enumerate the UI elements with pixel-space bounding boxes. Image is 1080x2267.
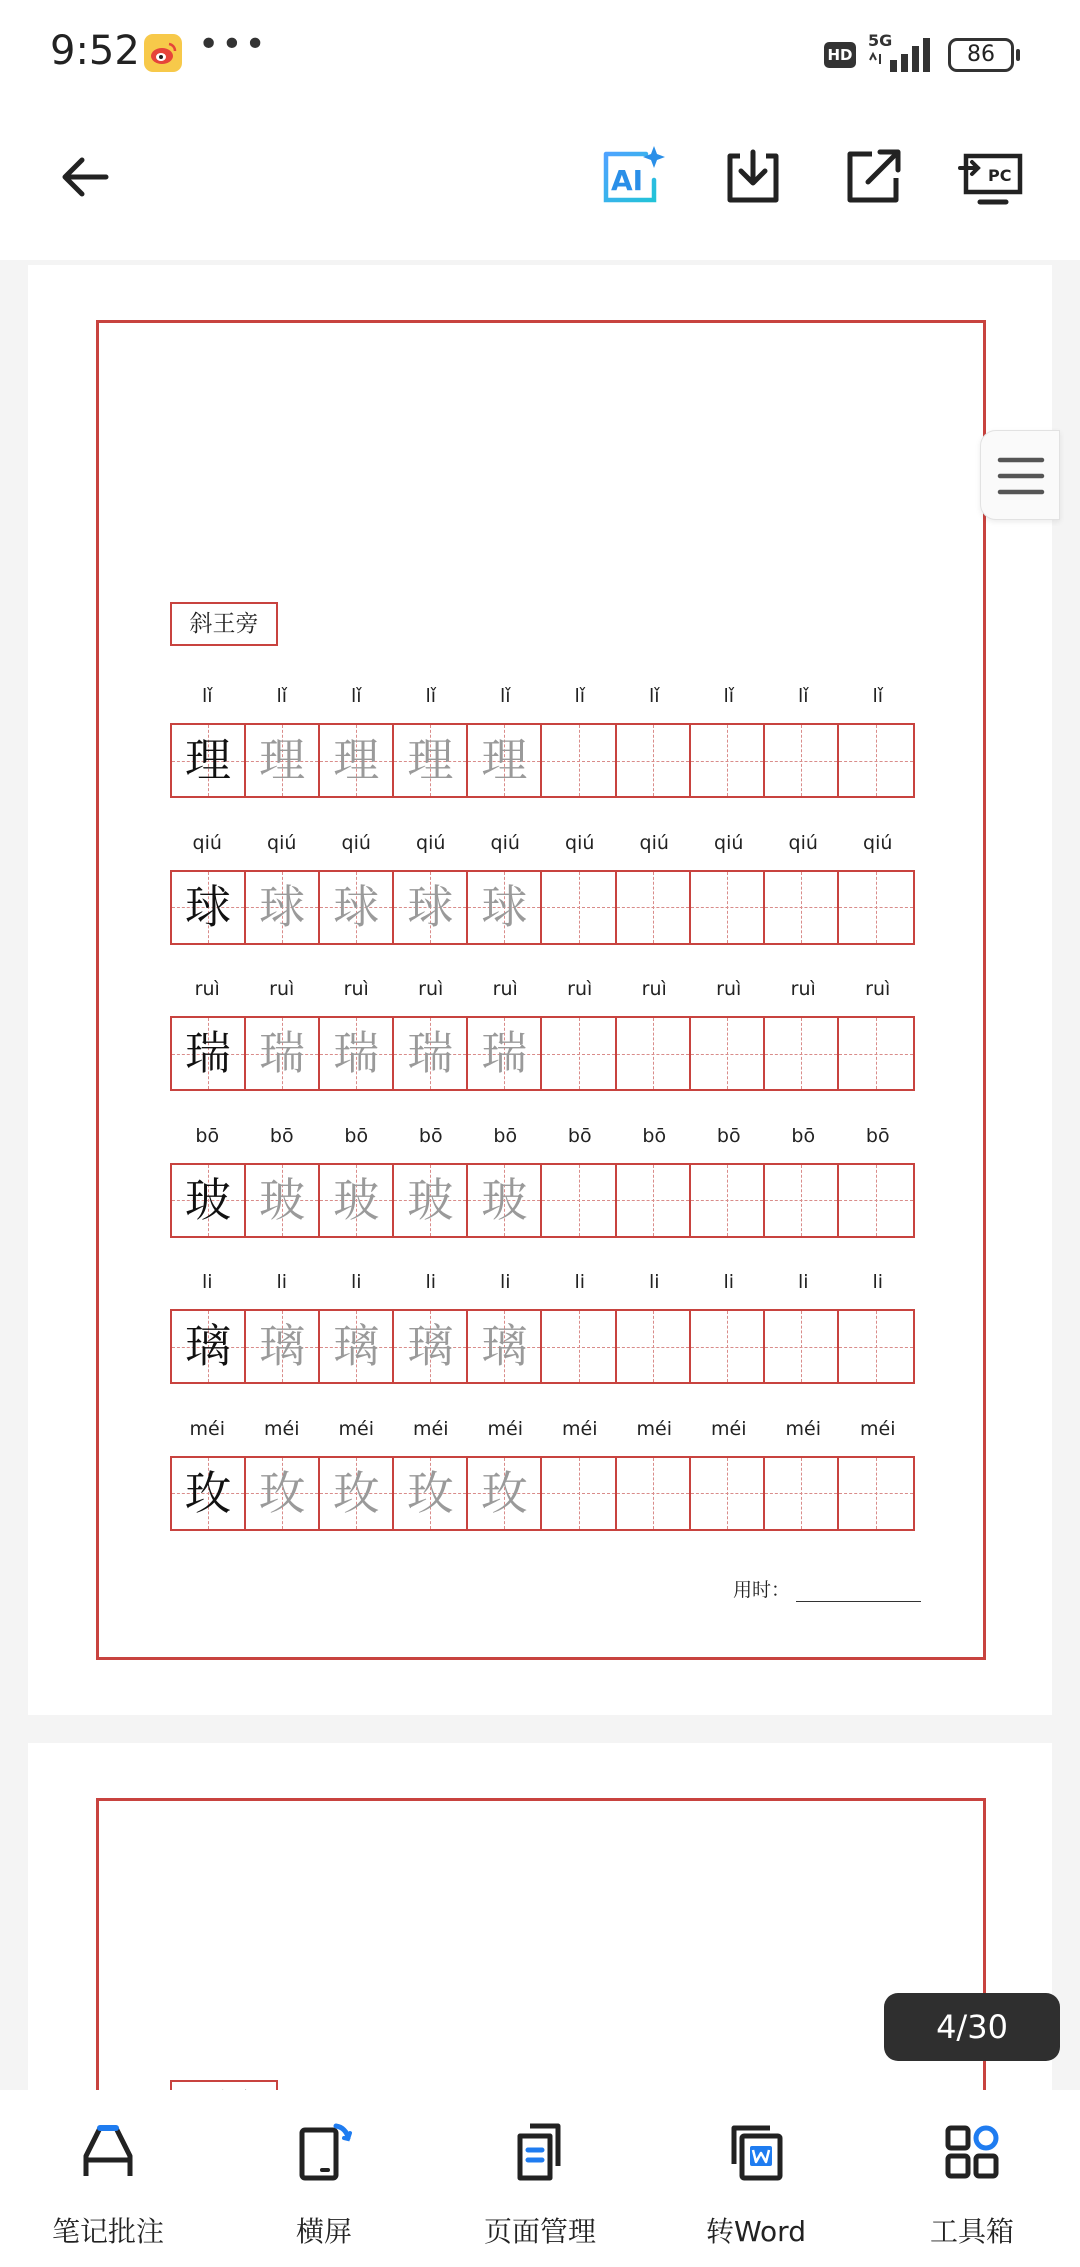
pinyin-label: méi (562, 1417, 598, 1440)
pinyin-label: ruì (716, 978, 742, 1000)
convert-word-button[interactable] (648, 2090, 864, 2267)
pinyin-label: li (648, 1271, 660, 1293)
trace-character: 璃 (259, 1319, 306, 1373)
share-button[interactable] (838, 142, 908, 212)
model-character: 理 (185, 733, 232, 787)
writing-cell[interactable] (468, 872, 542, 943)
writing-cell[interactable] (691, 1018, 765, 1089)
pinyin-label: bō (642, 1124, 667, 1147)
cast-to-pc-icon (958, 142, 1028, 212)
trace-character: 玻 (259, 1172, 306, 1227)
trace-character: 瑞 (407, 1026, 454, 1080)
writing-cell[interactable] (468, 1018, 542, 1089)
toolbox-button[interactable] (864, 2090, 1080, 2267)
writing-cell[interactable] (468, 1311, 542, 1382)
writing-cell[interactable] (468, 1165, 542, 1236)
trace-character: 理 (333, 733, 380, 787)
back-button[interactable] (52, 142, 122, 212)
tianzige-grid (170, 723, 915, 798)
pinyin-label: ruì (269, 978, 295, 1000)
writing-cell[interactable] (394, 725, 468, 796)
pinyin-label: lǐ (797, 685, 809, 707)
pinyin-label: li (723, 1271, 735, 1293)
pinyin-label: li (872, 1271, 884, 1293)
writing-cell[interactable] (691, 725, 765, 796)
time-field-label: 用时： (733, 1579, 791, 1601)
pinyin-label: lǐ (499, 685, 511, 707)
writing-cell[interactable] (765, 725, 839, 796)
writing-cell[interactable] (765, 872, 839, 943)
ai-assistant-button[interactable] (598, 142, 668, 212)
model-character: 璃 (185, 1319, 232, 1373)
writing-cell[interactable] (172, 872, 246, 943)
pinyin-label: li (797, 1271, 809, 1293)
document-viewer[interactable] (0, 260, 1080, 2090)
ai-sparkle-icon (598, 142, 668, 212)
page-manage-label: 页面管理 (483, 2215, 596, 2248)
document-page-next (28, 1743, 1052, 2143)
pinyin-label: ruì (194, 978, 220, 1000)
trace-character: 璃 (333, 1319, 380, 1373)
time-field (733, 1575, 921, 1602)
pinyin-label: méi (413, 1417, 449, 1440)
pinyin-label: qiú (192, 831, 222, 854)
pinyin-label: lǐ (648, 685, 660, 707)
download-button[interactable] (718, 142, 788, 212)
tianzige-grid (170, 1456, 915, 1531)
model-character: 玻 (185, 1172, 232, 1227)
trace-character: 玫 (259, 1465, 306, 1520)
document-page (28, 265, 1052, 1715)
pinyin-label: ruì (418, 978, 444, 1000)
pinyin-label: ruì (790, 978, 816, 1000)
annotate-button[interactable] (0, 2090, 216, 2267)
pinyin-label: méi (338, 1417, 374, 1440)
menu-lines-icon (998, 454, 1044, 498)
writing-cell[interactable] (617, 1165, 691, 1236)
pinyin-label: méi (711, 1417, 747, 1440)
section-title: 斜王旁 (170, 602, 278, 646)
status-bar (0, 0, 1080, 110)
writing-cell[interactable] (691, 1458, 765, 1529)
landscape-button[interactable] (216, 2090, 432, 2267)
pinyin-label: li (276, 1271, 288, 1293)
pinyin-label: qiú (714, 831, 744, 854)
tianzige-grid (170, 1016, 915, 1091)
pinyin-label: bō (195, 1124, 220, 1147)
hd-badge: HD (824, 42, 856, 68)
share-export-icon (838, 142, 908, 212)
trace-character: 玫 (481, 1465, 528, 1520)
pinyin-line (170, 1125, 915, 1155)
pinyin-label: lǐ (425, 685, 437, 707)
writing-cell[interactable] (617, 1311, 691, 1382)
writing-cell[interactable] (542, 1018, 616, 1089)
writing-cell[interactable] (542, 1458, 616, 1529)
writing-cell[interactable] (172, 1311, 246, 1382)
writing-cell[interactable] (839, 1018, 913, 1089)
writing-cell[interactable] (691, 872, 765, 943)
trace-character: 璃 (481, 1319, 528, 1373)
page-indicator: 4/30 (884, 1993, 1060, 2061)
writing-cell[interactable] (320, 1311, 394, 1382)
pinyin-label: bō (493, 1124, 518, 1147)
pinyin-label: bō (865, 1124, 890, 1147)
status-time: 9:52 (50, 28, 140, 74)
pinyin-label: li (201, 1271, 213, 1293)
writing-cell[interactable] (394, 1311, 468, 1382)
trace-character: 瑞 (481, 1026, 528, 1080)
writing-cell[interactable] (320, 1458, 394, 1529)
writing-cell[interactable] (246, 872, 320, 943)
tianzige-grid (170, 1309, 915, 1384)
time-field-blank[interactable] (796, 1584, 921, 1602)
writing-cell[interactable] (839, 1165, 913, 1236)
pinyin-label: qiú (565, 831, 595, 854)
rotate-landscape-icon (292, 2120, 356, 2184)
pinyin-label: li (574, 1271, 586, 1293)
toolbox-grid-icon (940, 2120, 1004, 2184)
battery-indicator: 86 (948, 38, 1014, 72)
writing-cell[interactable] (765, 1165, 839, 1236)
writing-cell[interactable] (839, 1458, 913, 1529)
practice-row (170, 685, 915, 787)
pinyin-label: lǐ (872, 685, 884, 707)
model-character: 玫 (185, 1465, 232, 1520)
trace-character: 球 (407, 879, 454, 934)
pinyin-label: méi (189, 1417, 225, 1440)
trace-character: 球 (481, 879, 528, 934)
writing-cell[interactable] (320, 725, 394, 796)
pinyin-label: méi (264, 1417, 300, 1440)
pinyin-label: bō (567, 1124, 592, 1147)
writing-cell[interactable] (617, 725, 691, 796)
pinyin-label: lǐ (201, 685, 213, 707)
writing-cell[interactable] (246, 1018, 320, 1089)
trace-character: 瑞 (259, 1026, 306, 1080)
pinyin-label: qiú (863, 831, 893, 854)
bottom-toolbar (0, 2090, 1080, 2267)
writing-cell[interactable] (320, 1165, 394, 1236)
writing-cell[interactable] (468, 1458, 542, 1529)
pinyin-label: lǐ (723, 685, 735, 707)
writing-cell[interactable] (172, 1458, 246, 1529)
trace-character: 理 (407, 733, 454, 787)
writing-cell[interactable] (246, 1165, 320, 1236)
pinyin-label: qiú (267, 831, 297, 854)
writing-cell[interactable] (542, 725, 616, 796)
pinyin-label: méi (636, 1417, 672, 1440)
writing-cell[interactable] (839, 725, 913, 796)
practice-row (170, 978, 915, 1080)
pinyin-label: ruì (641, 978, 667, 1000)
status-overflow-dots: ••• (198, 24, 268, 65)
pinyin-label: ruì (567, 978, 593, 1000)
pinyin-label: li (350, 1271, 362, 1293)
trace-character: 玻 (333, 1172, 380, 1227)
trace-character: 理 (259, 733, 306, 787)
trace-character: 玻 (407, 1172, 454, 1227)
writing-cell[interactable] (839, 1311, 913, 1382)
tianzige-grid (170, 870, 915, 945)
pinyin-label: li (499, 1271, 511, 1293)
tianzige-grid (170, 1163, 915, 1238)
writing-cell[interactable] (839, 872, 913, 943)
signal-type-label: 5G (868, 31, 893, 50)
trace-character: 玻 (481, 1172, 528, 1227)
writing-cell[interactable] (691, 1165, 765, 1236)
writing-cell[interactable] (172, 1018, 246, 1089)
pinyin-line (170, 978, 915, 1008)
download-icon (718, 142, 788, 212)
writing-cell[interactable] (468, 725, 542, 796)
trace-character: 璃 (407, 1319, 454, 1373)
pinyin-label: qiú (416, 831, 446, 854)
writing-cell[interactable] (542, 1165, 616, 1236)
cast-to-pc-button[interactable] (958, 142, 1028, 212)
practice-row (170, 1124, 915, 1227)
toolbox-label: 工具箱 (929, 2215, 1014, 2248)
signal-5g-icon (866, 30, 938, 74)
landscape-label: 横屏 (295, 2215, 352, 2248)
writing-cell[interactable] (246, 1311, 320, 1382)
trace-character: 玫 (407, 1465, 454, 1520)
pinyin-label: méi (785, 1417, 821, 1440)
writing-cell[interactable] (394, 1018, 468, 1089)
pinyin-label: méi (487, 1417, 523, 1440)
writing-cell[interactable] (765, 1311, 839, 1382)
annotate-label: 笔记批注 (51, 2215, 164, 2248)
practice-row (170, 831, 915, 934)
weibo-notification-icon (144, 34, 182, 72)
pinyin-label: ruì (865, 978, 891, 1000)
trace-character: 瑞 (333, 1026, 380, 1080)
writing-cell[interactable] (765, 1018, 839, 1089)
pinyin-label: ruì (492, 978, 518, 1000)
pinyin-label: bō (344, 1124, 369, 1147)
pinyin-label: bō (791, 1124, 816, 1147)
pinyin-label: lǐ (276, 685, 288, 707)
pinyin-line (170, 832, 915, 862)
writing-cell[interactable] (394, 872, 468, 943)
side-menu-handle[interactable] (980, 430, 1060, 520)
pinyin-line (170, 685, 915, 715)
pages-manage-icon (508, 2120, 572, 2184)
writing-cell[interactable] (246, 725, 320, 796)
model-character: 瑞 (185, 1026, 232, 1080)
writing-cell[interactable] (172, 725, 246, 796)
pinyin-label: qiú (639, 831, 669, 854)
writing-cell[interactable] (394, 1458, 468, 1529)
pinyin-label: li (425, 1271, 437, 1293)
model-character: 球 (185, 879, 232, 934)
writing-cell[interactable] (617, 1458, 691, 1529)
trace-character: 球 (333, 879, 380, 934)
top-toolbar (0, 110, 1080, 260)
writing-cell[interactable] (320, 1018, 394, 1089)
writing-cell[interactable] (765, 1458, 839, 1529)
writing-cell[interactable] (172, 1165, 246, 1236)
pinyin-label: ruì (343, 978, 369, 1000)
writing-cell[interactable] (542, 1311, 616, 1382)
pen-annotate-icon (76, 2120, 140, 2184)
pinyin-label: lǐ (350, 685, 362, 707)
pinyin-label: bō (716, 1124, 741, 1147)
page-manage-button[interactable] (432, 2090, 648, 2267)
arrow-left-icon (52, 142, 122, 212)
writing-cell[interactable] (320, 872, 394, 943)
pinyin-label: lǐ (574, 685, 586, 707)
pinyin-label: qiú (341, 831, 371, 854)
pc-label: PC (988, 166, 1012, 185)
practice-row (170, 1271, 915, 1373)
writing-cell[interactable] (617, 1018, 691, 1089)
pinyin-label: méi (860, 1417, 896, 1440)
pinyin-label: bō (269, 1124, 294, 1147)
writing-cell[interactable] (691, 1311, 765, 1382)
trace-character: 球 (259, 879, 306, 934)
pinyin-line (170, 1418, 915, 1448)
trace-character: 玫 (333, 1465, 380, 1520)
practice-row (170, 1417, 915, 1520)
pinyin-line (170, 1271, 915, 1301)
pinyin-label: qiú (490, 831, 520, 854)
convert-word-label: 转Word (706, 2215, 806, 2248)
writing-cell[interactable] (246, 1458, 320, 1529)
writing-cell[interactable] (542, 872, 616, 943)
pinyin-label: qiú (788, 831, 818, 854)
pinyin-label: bō (418, 1124, 443, 1147)
convert-word-icon (724, 2120, 788, 2184)
trace-character: 理 (481, 733, 528, 787)
ai-label: AI (611, 164, 644, 197)
writing-cell[interactable] (617, 872, 691, 943)
writing-cell[interactable] (394, 1165, 468, 1236)
